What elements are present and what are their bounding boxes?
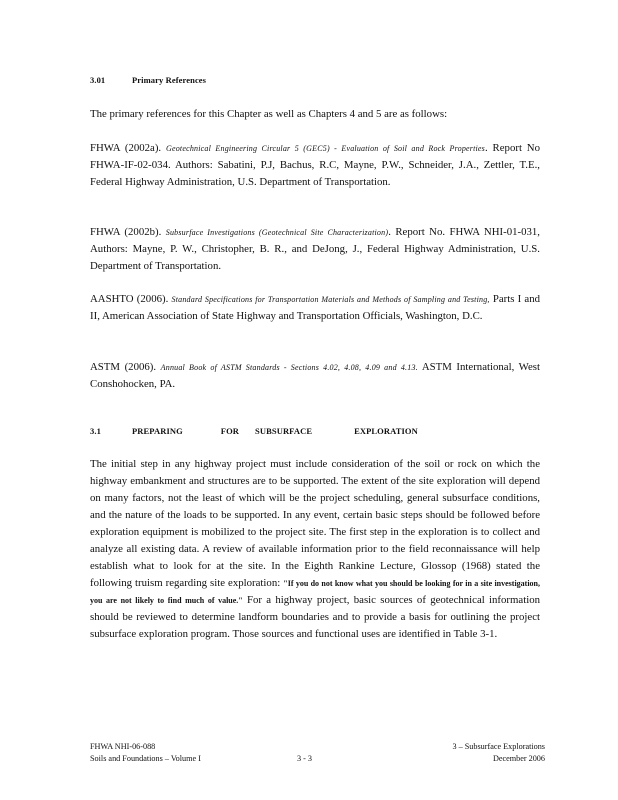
body-text-part2: For a highway project, basic sources of geotechnical information should be reviewed to determine landform boundaries and to provide a basis for outlining the project subsurface exploration program. Those sources and functional uses are identified in Table 3-1. xyxy=(90,594,540,640)
section-number: 3.1 xyxy=(90,426,101,436)
section-title-word: PREPARING xyxy=(132,426,183,436)
reference-title: Subsurface Investigations (Geotechnical Site Characterization) xyxy=(165,228,389,237)
section-title: Primary References xyxy=(132,75,207,85)
intro-paragraph: The primary references for this Chapter as well as Chapters 4 and 5 are as follows: xyxy=(90,108,448,120)
reference-lead: FHWA (2002a). xyxy=(90,142,162,154)
section-title-word: SUBSURFACE xyxy=(255,426,313,436)
footer-report-number: FHWA NHI-06-088 xyxy=(90,742,156,751)
section-title-word: FOR xyxy=(220,426,240,436)
footer-document-title: Soils and Foundations – Volume I xyxy=(90,754,201,763)
reference-fhwa-2002a xyxy=(90,140,540,191)
section-heading-3-1 xyxy=(90,426,418,436)
reference-title: Geotechnical Engineering Circular 5 (GEC5) - Evaluation of Soil and Rock Properties xyxy=(166,144,485,153)
reference-lead: AASHTO (2006). xyxy=(90,293,169,305)
footer-date: December 2006 xyxy=(492,754,545,763)
reference-fhwa-2002b xyxy=(90,224,540,275)
reference-details: Parts I and II, American Association of State Highway and Transportation Officials, Washington, D.C. xyxy=(90,293,541,322)
footer-right xyxy=(427,741,545,765)
reference-details: . Report No. FHWA NHI-01-031, Authors: Mayne, P. W., Christopher, B. R., and DeJong, J., Federal Highway Administration, U.S. Department of Transportation. xyxy=(90,226,540,272)
reference-title: Standard Specifications for Transportation Materials and Methods of Sampling and Testing, xyxy=(171,295,490,304)
reference-lead: FHWA (2002b). xyxy=(90,226,162,238)
footer-page-number: 3 - 3 xyxy=(297,754,313,763)
section-title-word: EXPLORATION xyxy=(354,426,418,436)
reference-details: . Report No FHWA-IF-02-034. Authors: Sabatini, P.J, Bachus, R.C, Mayne, P.W., Schneider, J.A., Zettler, T.E., Federal Highway Administration, U.S. Department of Transportation. xyxy=(90,142,540,188)
reference-details: ASTM International, West Conshohocken, PA. xyxy=(90,361,540,390)
glossop-quote: "If you do not know what you should be looking for in a site investigation, you are not likely to find much of value." xyxy=(90,579,541,605)
body-text-part1: The initial step in any highway project must include consideration of the soil or rock on which the highway embankment and structures are to be supported. The extent of the site exploration will depend on many factors, not the least of which will be the project scheduling, general subsurface conditions, and the nature of the loads to be supported. In any event, certain basic steps should be followed before exploration equipment is mobilized to the project site. The first step in the exploration is to collect and analyze all existing data. A review of available information prior to the field reconnaissance will help establish what to look for at the site. In the Eighth Rankine Lecture, Glossop (1968) stated the following truism regarding site exploration: xyxy=(90,458,540,589)
section-number: 3.01 xyxy=(90,75,106,85)
reference-astm-2006 xyxy=(90,359,540,393)
footer-left xyxy=(90,741,201,765)
section-heading-3-01 xyxy=(90,75,206,85)
body-paragraph xyxy=(90,456,540,643)
footer-chapter-title: 3 – Subsurface Explorations xyxy=(452,742,545,751)
reference-aashto-2006 xyxy=(90,291,540,325)
reference-title: Annual Book of ASTM Standards - Sections 4.02, 4.08, 4.09 and 4.13. xyxy=(160,363,418,372)
reference-lead: ASTM (2006). xyxy=(90,361,157,373)
